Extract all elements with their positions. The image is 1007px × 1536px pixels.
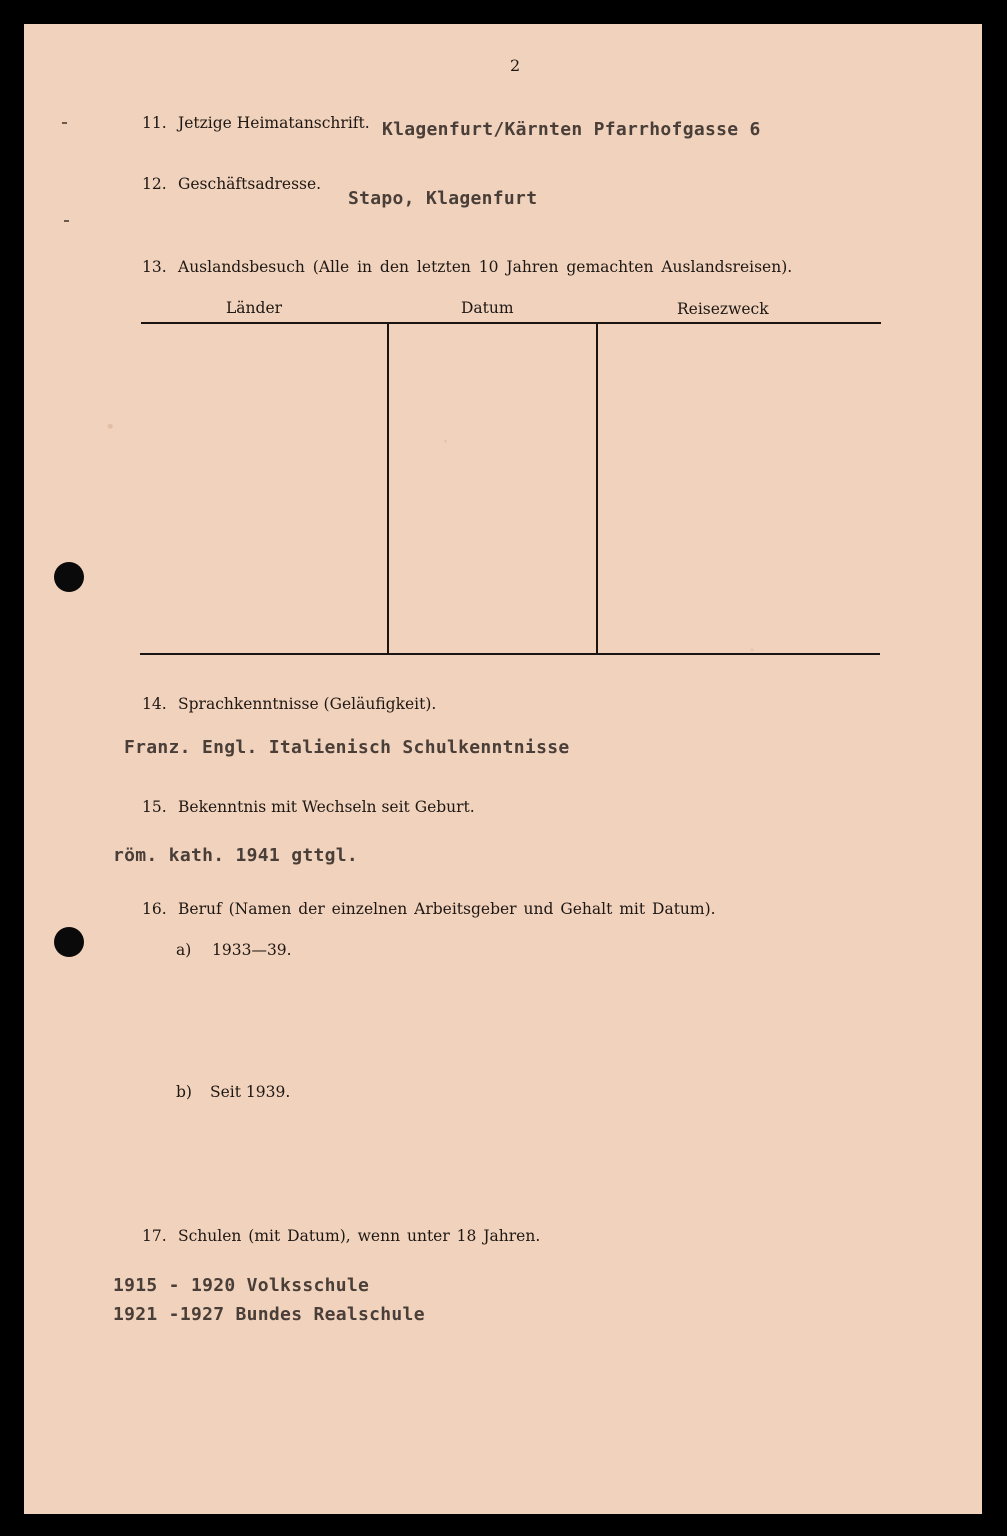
travel-table-bottom-rule bbox=[140, 653, 880, 655]
field-17-entry-1: 1915 - 1920 Volksschule bbox=[113, 1275, 370, 1296]
field-11-label bbox=[142, 114, 370, 132]
punch-hole-top bbox=[54, 562, 84, 592]
field-12-value: Stapo, Klagenfurt bbox=[348, 188, 538, 209]
field-12-number: 12. bbox=[142, 175, 167, 193]
field-16-a-text: 1933—39. bbox=[212, 941, 292, 959]
field-11-number: 11. bbox=[142, 114, 167, 132]
field-16-number: 16. bbox=[142, 900, 167, 918]
field-12-label bbox=[142, 175, 321, 193]
field-16-b-text: Seit 1939. bbox=[210, 1083, 291, 1101]
field-16-label bbox=[142, 900, 716, 918]
field-14-number: 14. bbox=[142, 695, 167, 713]
field-13-label bbox=[142, 258, 792, 276]
document-page bbox=[24, 24, 982, 1514]
travel-table-top-rule bbox=[141, 322, 881, 324]
field-16-label-text: Beruf (Namen der einzelnen Arbeitsgeber und Gehalt mit Datum). bbox=[178, 900, 716, 918]
punch-hole-bottom bbox=[54, 927, 84, 957]
field-11-label-text: Jetzige Heimatanschrift. bbox=[178, 114, 370, 132]
travel-table-header-purpose: Reisezweck bbox=[677, 300, 769, 318]
field-15-label bbox=[142, 798, 475, 816]
field-17-label-text: Schulen (mit Datum), wenn unter 18 Jahren. bbox=[178, 1227, 541, 1245]
field-14-label bbox=[142, 695, 436, 713]
page-number: 2 bbox=[510, 56, 521, 75]
field-17-label bbox=[142, 1227, 540, 1245]
field-12-label-text: Geschäftsadresse. bbox=[178, 175, 322, 193]
field-15-number: 15. bbox=[142, 798, 167, 816]
field-16-b bbox=[176, 1083, 290, 1101]
travel-table-divider-2 bbox=[596, 323, 598, 653]
travel-table-divider-1 bbox=[387, 323, 389, 653]
travel-table-header-date: Datum bbox=[461, 299, 514, 317]
field-15-value: röm. kath. 1941 gttgl. bbox=[113, 845, 359, 866]
field-16-a-marker: a) bbox=[176, 941, 192, 959]
field-17-entry-2: 1921 -1927 Bundes Realschule bbox=[113, 1304, 425, 1325]
field-13-label-text: Auslandsbesuch (Alle in den letzten 10 Jahren gemachten Auslandsreisen). bbox=[178, 258, 793, 276]
field-11-value: Klagenfurt/Kärnten Pfarrhofgasse 6 bbox=[382, 119, 761, 140]
field-14-value: Franz. Engl. Italienisch Schulkenntnisse bbox=[124, 737, 570, 758]
field-15-label-text: Bekenntnis mit Wechseln seit Geburt. bbox=[178, 798, 475, 816]
margin-mark bbox=[64, 220, 69, 222]
field-16-a bbox=[176, 941, 292, 959]
field-16-b-marker: b) bbox=[176, 1083, 192, 1101]
travel-table-header-countries: Länder bbox=[226, 299, 283, 317]
field-17-number: 17. bbox=[142, 1227, 167, 1245]
field-14-label-text: Sprachkenntnisse (Geläufigkeit). bbox=[178, 695, 437, 713]
field-13-number: 13. bbox=[142, 258, 167, 276]
margin-mark bbox=[62, 122, 67, 124]
